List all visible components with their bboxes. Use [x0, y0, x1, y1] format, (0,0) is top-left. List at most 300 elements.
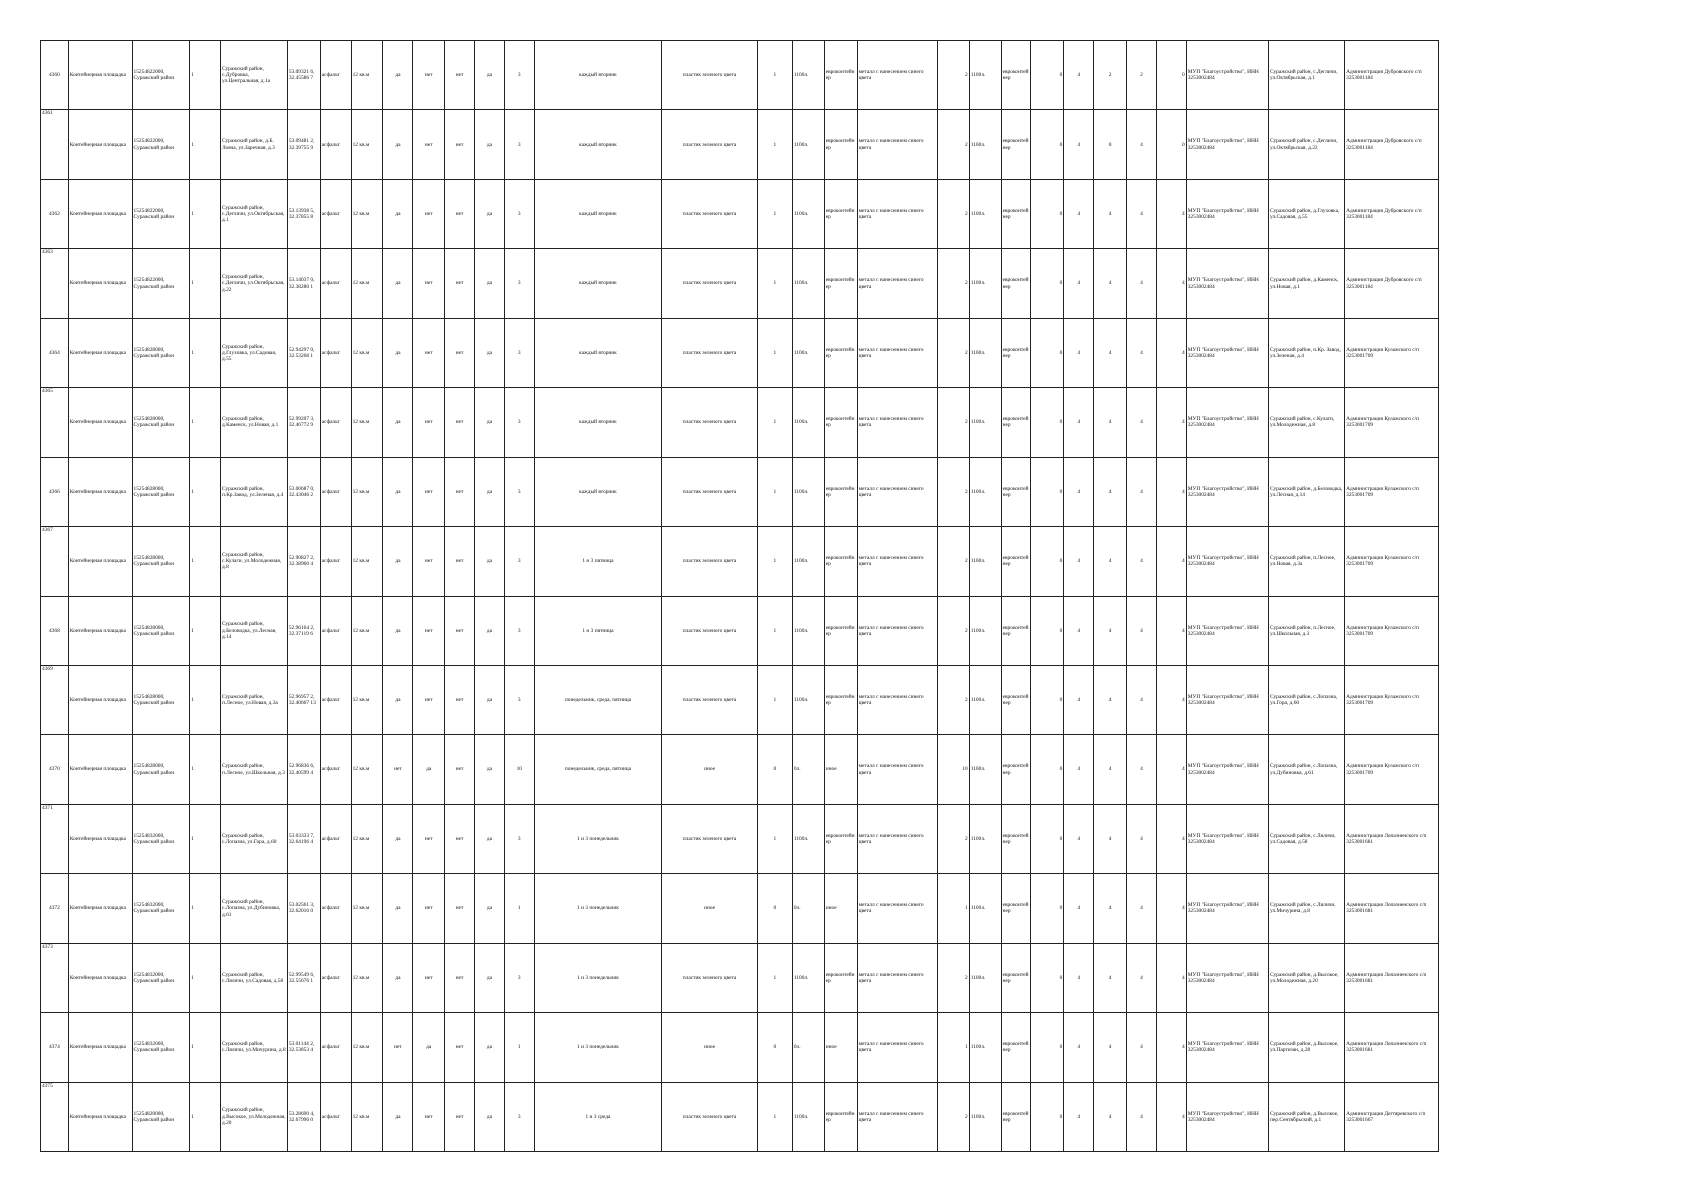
cell-flag-3: нет [445, 249, 475, 318]
cell-material: пластик зеленого цвета [662, 249, 758, 318]
cell-volume-1: 1100л. [792, 804, 824, 873]
cell-kind-2: евроконтейнер [1001, 388, 1031, 457]
cell-object-type: Контейнерная площадка [68, 1082, 132, 1151]
cell-count-5: 4 [1156, 874, 1186, 943]
cell-material-2: металл с нанесением синего цвета [857, 874, 937, 943]
cell-count-4: 4 [1127, 388, 1157, 457]
cell-organization: МУП "Благоустройство", ИНН 3253002484 [1186, 388, 1268, 457]
cell-object-type: Контейнерная площадка [68, 527, 132, 596]
cell-schedule: 1 и 3 понедельник [534, 874, 662, 943]
cell-index: 1 [190, 596, 221, 665]
cell-count-1: 0 [1031, 1013, 1064, 1082]
cell-count-2: 4 [1064, 943, 1094, 1012]
cell-material-2: металл с нанесением синего цвета [857, 41, 937, 110]
cell-organization: МУП "Благоустройство", ИНН 3253002484 [1186, 1082, 1268, 1151]
cell-container-count: 3 [504, 527, 534, 596]
cell-schedule: каждый вторник [534, 388, 662, 457]
cell-address: Суражский район, п.Лесное, ул.Школьная, д.3 [220, 735, 287, 804]
table-row [41, 179, 1439, 248]
cell-flag-4: да [475, 596, 505, 665]
cell-area: 12 кв.м [351, 527, 383, 596]
cell-administration: Администрация Кулажского с/п 3253001709 [1345, 388, 1439, 457]
cell-kind-1: евроконтейнер [824, 665, 857, 734]
cell-coordinates: 53.14037 0, 32.38280 1 [287, 249, 320, 318]
cell-row-number: 4372 [41, 874, 69, 943]
cell-qty-1: 1 [757, 318, 792, 387]
cell-area: 12 кв.м [351, 110, 383, 179]
cell-count-5: 4 [1156, 318, 1186, 387]
cell-kind-2: евроконтейнер [1001, 943, 1031, 1012]
cell-container-count: 3 [504, 1082, 534, 1151]
cell-row-number: 4367 [41, 527, 69, 596]
cell-volume-2: 1100л. [969, 318, 1001, 387]
cell-count-4: 4 [1127, 249, 1157, 318]
cell-material-2: металл с нанесением синего цвета [857, 318, 937, 387]
cell-address: Суражский район, д.Высокое, ул.Молодежная, д.20 [220, 1082, 287, 1151]
cell-oktmo-code: 15254832000, Суражский район [132, 804, 190, 873]
cell-kind-1: евроконтейнер [824, 1082, 857, 1151]
cell-flag-4: да [475, 388, 505, 457]
cell-material-2: металл с нанесением синего цвета [857, 804, 937, 873]
cell-flag-4: да [475, 943, 505, 1012]
cell-surface: асфальт [320, 179, 351, 248]
cell-material-2: металл с нанесением синего цвета [857, 665, 937, 734]
cell-count-4: 4 [1127, 804, 1157, 873]
cell-oktmo-code: 15254828000, Суражский район [132, 318, 190, 387]
cell-surface: асфальт [320, 735, 351, 804]
cell-source-address: Суражский район, д.Глуховка, ул.Садовая, д.55 [1269, 179, 1345, 248]
cell-kind-2: евроконтейнер [1001, 1013, 1031, 1082]
cell-object-type: Контейнерная площадка [68, 735, 132, 804]
cell-volume-2: 1100л. [969, 457, 1001, 526]
cell-volume-1: 1100л. [792, 249, 824, 318]
cell-flag-2: нет [413, 41, 445, 110]
cell-source-address: Суражский район, с.Дегличи, ул.Октябрьская, д.1 [1269, 41, 1345, 110]
cell-administration: Администрация Кулажского с/п 3253001709 [1345, 527, 1439, 596]
cell-row-number: 4369 [41, 665, 69, 734]
cell-object-type: Контейнерная площадка [68, 388, 132, 457]
cell-object-type: Контейнерная площадка [68, 41, 132, 110]
cell-address: Суражский район, с.Дегличи, ул.Октябрьская, д.1 [220, 179, 287, 248]
cell-qty-1: 1 [757, 41, 792, 110]
cell-flag-1: да [383, 874, 413, 943]
cell-address: Суражский район, д.Беловодка, ул.Лесная, д.14 [220, 596, 287, 665]
cell-row-number: 4370 [41, 735, 69, 804]
cell-volume-1: 0л. [792, 1013, 824, 1082]
cell-oktmo-code: 15254828000, Суражский район [132, 735, 190, 804]
cell-material: иное [662, 874, 758, 943]
cell-oktmo-code: 15254828000, Суражский район [132, 665, 190, 734]
cell-coordinates: 53.09321 6, 32.45586 7 [287, 41, 320, 110]
cell-surface: асфальт [320, 457, 351, 526]
cell-address: Суражский район, с.Дегличи, ул.Октябрьская, д.22 [220, 249, 287, 318]
cell-flag-3: нет [445, 1082, 475, 1151]
cell-flag-4: да [475, 179, 505, 248]
cell-administration: Администрация Кулажского с/п 3253001709 [1345, 735, 1439, 804]
cell-volume-2: 1100л. [969, 527, 1001, 596]
cell-object-type: Контейнерная площадка [68, 457, 132, 526]
cell-kind-2: евроконтейнер [1001, 1082, 1031, 1151]
table-row [41, 596, 1439, 665]
cell-area: 12 кв.м [351, 249, 383, 318]
cell-index: 1 [190, 179, 221, 248]
cell-count-4: 4 [1127, 874, 1157, 943]
cell-flag-1: да [383, 41, 413, 110]
cell-schedule: каждый вторник [534, 249, 662, 318]
cell-volume-2: 1100л. [969, 1013, 1001, 1082]
cell-index: 1 [190, 874, 221, 943]
cell-flag-4: да [475, 1013, 505, 1082]
cell-area: 12 кв.м [351, 318, 383, 387]
cell-kind-2: евроконтейнер [1001, 318, 1031, 387]
cell-count-2: 4 [1064, 388, 1094, 457]
cell-surface: асфальт [320, 388, 351, 457]
cell-oktmo-code: 15254822000, Суражский район [132, 249, 190, 318]
cell-material: пластик зеленого цвета [662, 110, 758, 179]
cell-organization: МУП "Благоустройство", ИНН 3253002484 [1186, 665, 1268, 734]
cell-oktmo-code: 15254832000, Суражский район [132, 1013, 190, 1082]
cell-qty-1: 1 [757, 1082, 792, 1151]
cell-oktmo-code: 15254820000, Суражский район [132, 1082, 190, 1151]
cell-object-type: Контейнерная площадка [68, 318, 132, 387]
cell-count-2: 4 [1064, 735, 1094, 804]
cell-organization: МУП "Благоустройство", ИНН 3253002484 [1186, 318, 1268, 387]
cell-flag-1: да [383, 943, 413, 1012]
cell-material-2: металл с нанесением синего цвета [857, 596, 937, 665]
cell-index: 1 [190, 943, 221, 1012]
cell-volume-2: 1100л. [969, 41, 1001, 110]
cell-surface: асфальт [320, 596, 351, 665]
cell-flag-2: нет [413, 596, 445, 665]
cell-flag-1: нет [383, 735, 413, 804]
table-row [41, 110, 1439, 179]
cell-volume-1: 1100л. [792, 110, 824, 179]
cell-flag-2: нет [413, 457, 445, 526]
cell-container-count: 3 [504, 943, 534, 1012]
cell-material-2: металл с нанесением синего цвета [857, 1013, 937, 1082]
cell-row-number: 4363 [41, 249, 69, 318]
cell-flag-3: нет [445, 527, 475, 596]
cell-schedule: 1 и 3 понедельник [534, 804, 662, 873]
cell-qty-1: 1 [757, 457, 792, 526]
cell-flag-1: да [383, 596, 413, 665]
cell-volume-1: 1100л. [792, 596, 824, 665]
table-row [41, 457, 1439, 526]
cell-material-2: металл с нанесением синего цвета [857, 388, 937, 457]
cell-count-5: 4 [1156, 665, 1186, 734]
cell-count-1: 0 [1031, 665, 1064, 734]
cell-oktmo-code: 15254832000, Суражский район [132, 943, 190, 1012]
cell-oktmo-code: 15254828000, Суражский район [132, 388, 190, 457]
cell-qty-2: 2 [937, 388, 969, 457]
cell-object-type: Контейнерная площадка [68, 110, 132, 179]
cell-coordinates: 52.90827 2, 32.38960 4 [287, 527, 320, 596]
cell-kind-1: евроконтейнер [824, 388, 857, 457]
cell-flag-3: нет [445, 665, 475, 734]
cell-flag-2: да [413, 735, 445, 804]
cell-surface: асфальт [320, 318, 351, 387]
cell-container-count: 10 [504, 735, 534, 804]
cell-count-3: 4 [1094, 1013, 1127, 1082]
cell-count-4: 4 [1127, 1082, 1157, 1151]
cell-count-4: 4 [1127, 457, 1157, 526]
cell-row-number: 4374 [41, 1013, 69, 1082]
cell-volume-2: 1100л. [969, 179, 1001, 248]
cell-flag-4: да [475, 735, 505, 804]
table-row [41, 249, 1439, 318]
cell-row-number: 4368 [41, 596, 69, 665]
cell-kind-2: евроконтейнер [1001, 457, 1031, 526]
cell-oktmo-code: 15254822000, Суражский район [132, 179, 190, 248]
cell-index: 1 [190, 41, 221, 110]
cell-flag-3: нет [445, 943, 475, 1012]
cell-volume-1: 1100л. [792, 1082, 824, 1151]
cell-address: Суражский район, д.Глуховка, ул.Садовая, д.55 [220, 318, 287, 387]
cell-administration: Администрация Лопазненского с/п 3253001681 [1345, 804, 1439, 873]
cell-kind-1: евроконтейнер [824, 318, 857, 387]
cell-volume-1: 1100л. [792, 665, 824, 734]
cell-coordinates: 52.99549 6, 32.55676 1 [287, 943, 320, 1012]
cell-schedule: 1 и 3 понедельник [534, 943, 662, 1012]
cell-flag-4: да [475, 665, 505, 734]
cell-flag-3: нет [445, 41, 475, 110]
cell-material: пластик зеленого цвета [662, 41, 758, 110]
cell-qty-2: 1 [937, 1013, 969, 1082]
cell-volume-1: 1100л. [792, 943, 824, 1012]
cell-oktmo-code: 15254822000, Суражский район [132, 110, 190, 179]
cell-count-2: 4 [1064, 179, 1094, 248]
cell-count-3: 0 [1094, 110, 1127, 179]
cell-kind-2: евроконтейнер [1001, 735, 1031, 804]
cell-source-address: Суражский район, д.Беловодка, ул.Лесная, д.14 [1269, 457, 1345, 526]
cell-organization: МУП "Благоустройство", ИНН 3253002484 [1186, 179, 1268, 248]
cell-schedule: понедельник, среда, пятница [534, 735, 662, 804]
cell-organization: МУП "Благоустройство", ИНН 3253002484 [1186, 943, 1268, 1012]
table-row [41, 1013, 1439, 1082]
cell-flag-4: да [475, 110, 505, 179]
cell-volume-2: 1100л. [969, 665, 1001, 734]
cell-count-3: 4 [1094, 249, 1127, 318]
cell-area: 12 кв.м [351, 41, 383, 110]
cell-count-3: 2 [1094, 41, 1127, 110]
cell-count-5: 0 [1156, 110, 1186, 179]
cell-flag-1: да [383, 527, 413, 596]
cell-schedule: 1 и 3 пятница [534, 527, 662, 596]
cell-flag-2: нет [413, 804, 445, 873]
cell-object-type: Контейнерная площадка [68, 596, 132, 665]
cell-organization: МУП "Благоустройство", ИНН 3253002484 [1186, 596, 1268, 665]
cell-volume-2: 1100л. [969, 874, 1001, 943]
cell-volume-2: 1100л. [969, 735, 1001, 804]
cell-material: пластик зеленого цвета [662, 804, 758, 873]
cell-row-number: 4364 [41, 318, 69, 387]
cell-count-1: 0 [1031, 1082, 1064, 1151]
cell-count-5: 4 [1156, 527, 1186, 596]
cell-row-number: 4375 [41, 1082, 69, 1151]
cell-surface: асфальт [320, 41, 351, 110]
cell-coordinates: 52.94297 0, 32.53268 1 [287, 318, 320, 387]
cell-container-count: 1 [504, 1013, 534, 1082]
cell-kind-1: евроконтейнер [824, 943, 857, 1012]
cell-flag-3: нет [445, 874, 475, 943]
cell-count-1: 0 [1031, 527, 1064, 596]
cell-source-address: Суражский район, с.Ляличи, ул.Садовая, д.58 [1269, 804, 1345, 873]
cell-count-4: 2 [1127, 41, 1157, 110]
cell-qty-2: 10 [937, 735, 969, 804]
cell-count-1: 0 [1031, 596, 1064, 665]
cell-flag-3: нет [445, 110, 475, 179]
cell-flag-1: да [383, 804, 413, 873]
cell-schedule: каждый вторник [534, 41, 662, 110]
cell-oktmo-code: 15254828000, Суражский район [132, 457, 190, 526]
cell-flag-3: нет [445, 388, 475, 457]
table-row [41, 318, 1439, 387]
cell-qty-1: 1 [757, 804, 792, 873]
cell-administration: Администрация Дубровского с/п 3253001184 [1345, 41, 1439, 110]
cell-organization: МУП "Благоустройство", ИНН 3253002484 [1186, 41, 1268, 110]
cell-surface: асфальт [320, 249, 351, 318]
cell-row-number: 4371 [41, 804, 69, 873]
cell-flag-2: нет [413, 110, 445, 179]
cell-surface: асфальт [320, 1013, 351, 1082]
cell-index: 1 [190, 110, 221, 179]
cell-count-5: 4 [1156, 804, 1186, 873]
cell-material-2: металл с нанесением синего цвета [857, 527, 937, 596]
cell-count-1: 0 [1031, 943, 1064, 1012]
table-row [41, 41, 1439, 110]
cell-flag-2: нет [413, 249, 445, 318]
cell-count-1: 0 [1031, 318, 1064, 387]
cell-qty-1: 0 [757, 735, 792, 804]
cell-container-count: 3 [504, 179, 534, 248]
cell-count-1: 0 [1031, 735, 1064, 804]
registry-table [40, 40, 1439, 1152]
cell-container-count: 3 [504, 457, 534, 526]
cell-qty-2: 2 [937, 41, 969, 110]
cell-count-4: 4 [1127, 318, 1157, 387]
cell-kind-1: евроконтейнер [824, 596, 857, 665]
cell-address: Суражский район, с.Дубровка, ул.Центральная, д.1а [220, 41, 287, 110]
cell-material: иное [662, 735, 758, 804]
cell-count-5: 4 [1156, 457, 1186, 526]
cell-oktmo-code: 15254832000, Суражский район [132, 874, 190, 943]
cell-count-5: 4 [1156, 179, 1186, 248]
cell-material: пластик зеленого цвета [662, 527, 758, 596]
cell-area: 12 кв.м [351, 179, 383, 248]
cell-flag-2: нет [413, 1082, 445, 1151]
cell-material: пластик зеленого цвета [662, 318, 758, 387]
cell-count-3: 4 [1094, 943, 1127, 1012]
cell-kind-1: евроконтейнер [824, 249, 857, 318]
cell-count-2: 4 [1064, 665, 1094, 734]
cell-kind-1: евроконтейнер [824, 804, 857, 873]
cell-flag-2: нет [413, 665, 445, 734]
cell-material: пластик зеленого цвета [662, 596, 758, 665]
cell-qty-2: 2 [937, 596, 969, 665]
cell-organization: МУП "Благоустройство", ИНН 3253002484 [1186, 874, 1268, 943]
cell-address: Суражский район, с.Ляличи, ул.Садовая, д.58 [220, 943, 287, 1012]
cell-material-2: металл с нанесением синего цвета [857, 457, 937, 526]
cell-administration: Администрация Лопазненского с/п 3253001681 [1345, 1013, 1439, 1082]
cell-qty-2: 2 [937, 179, 969, 248]
cell-administration: Администрация Кулажского с/п 3253001709 [1345, 596, 1439, 665]
cell-object-type: Контейнерная площадка [68, 874, 132, 943]
cell-volume-1: 0л. [792, 874, 824, 943]
cell-flag-2: нет [413, 527, 445, 596]
cell-qty-2: 2 [937, 249, 969, 318]
cell-surface: асфальт [320, 1082, 351, 1151]
cell-flag-3: нет [445, 457, 475, 526]
cell-kind-2: евроконтейнер [1001, 41, 1031, 110]
cell-coordinates: 53.28690 4, 32.67996 0 [287, 1082, 320, 1151]
cell-count-4: 4 [1127, 735, 1157, 804]
cell-material-2: металл с нанесением синего цвета [857, 179, 937, 248]
cell-count-2: 4 [1064, 110, 1094, 179]
cell-address: Суражский район, с.Ляличи, ул.Мичурина, д.8 [220, 1013, 287, 1082]
cell-qty-1: 0 [757, 1013, 792, 1082]
cell-source-address: Суражский район, п.Лесное, ул.Новая, д.3а [1269, 527, 1345, 596]
cell-coordinates: 53.09481 2, 32.39755 9 [287, 110, 320, 179]
cell-index: 1 [190, 1082, 221, 1151]
cell-count-2: 4 [1064, 249, 1094, 318]
cell-flag-4: да [475, 527, 505, 596]
cell-area: 12 кв.м [351, 804, 383, 873]
cell-address: Суражский район, п.Лесное, ул.Новая, д.3а [220, 665, 287, 734]
cell-row-number: 4366 [41, 457, 69, 526]
cell-material: пластик зеленого цвета [662, 179, 758, 248]
cell-volume-2: 1100л. [969, 388, 1001, 457]
cell-flag-2: нет [413, 874, 445, 943]
cell-area: 12 кв.м [351, 457, 383, 526]
cell-count-2: 4 [1064, 1013, 1094, 1082]
cell-kind-1: евроконтейнер [824, 527, 857, 596]
cell-flag-3: нет [445, 596, 475, 665]
cell-schedule: 1 и 3 среда [534, 1082, 662, 1151]
cell-count-4: 4 [1127, 596, 1157, 665]
cell-surface: асфальт [320, 110, 351, 179]
cell-material: пластик зеленого цвета [662, 388, 758, 457]
cell-flag-3: нет [445, 318, 475, 387]
cell-count-3: 4 [1094, 527, 1127, 596]
cell-schedule: 1 и 3 пятница [534, 596, 662, 665]
cell-source-address: Суражский район, с.Лопазна, ул.Дубиновка, д.61 [1269, 735, 1345, 804]
cell-count-4: 4 [1127, 527, 1157, 596]
cell-count-5: 0 [1156, 41, 1186, 110]
cell-volume-2: 1100л. [969, 1082, 1001, 1151]
cell-count-3: 4 [1094, 874, 1127, 943]
cell-administration: Администрация Лопазненского с/п 3253001681 [1345, 943, 1439, 1012]
cell-index: 1 [190, 1013, 221, 1082]
cell-surface: асфальт [320, 943, 351, 1012]
cell-address: Суражский район, с.Лопазна, ул.Гора, д.60 [220, 804, 287, 873]
cell-flag-3: нет [445, 735, 475, 804]
cell-schedule: 1 и 3 понедельник [534, 1013, 662, 1082]
cell-source-address: Суражский район, д.Каменск, ул.Новая, д.1 [1269, 249, 1345, 318]
cell-count-3: 4 [1094, 596, 1127, 665]
cell-count-4: 4 [1127, 943, 1157, 1012]
cell-count-5: 4 [1156, 388, 1186, 457]
cell-qty-2: 2 [937, 110, 969, 179]
table-row [41, 527, 1439, 596]
cell-row-number: 4362 [41, 179, 69, 248]
cell-area: 12 кв.м [351, 874, 383, 943]
cell-source-address: Суражский район, с.Лопазна, ул.Гора, д.60 [1269, 665, 1345, 734]
cell-qty-2: 2 [937, 457, 969, 526]
cell-container-count: 3 [504, 804, 534, 873]
cell-kind-2: евроконтейнер [1001, 179, 1031, 248]
cell-count-5: 4 [1156, 249, 1186, 318]
cell-source-address: Суражский район, п.Кр. Завод, ул.Зеленая, д.4 [1269, 318, 1345, 387]
